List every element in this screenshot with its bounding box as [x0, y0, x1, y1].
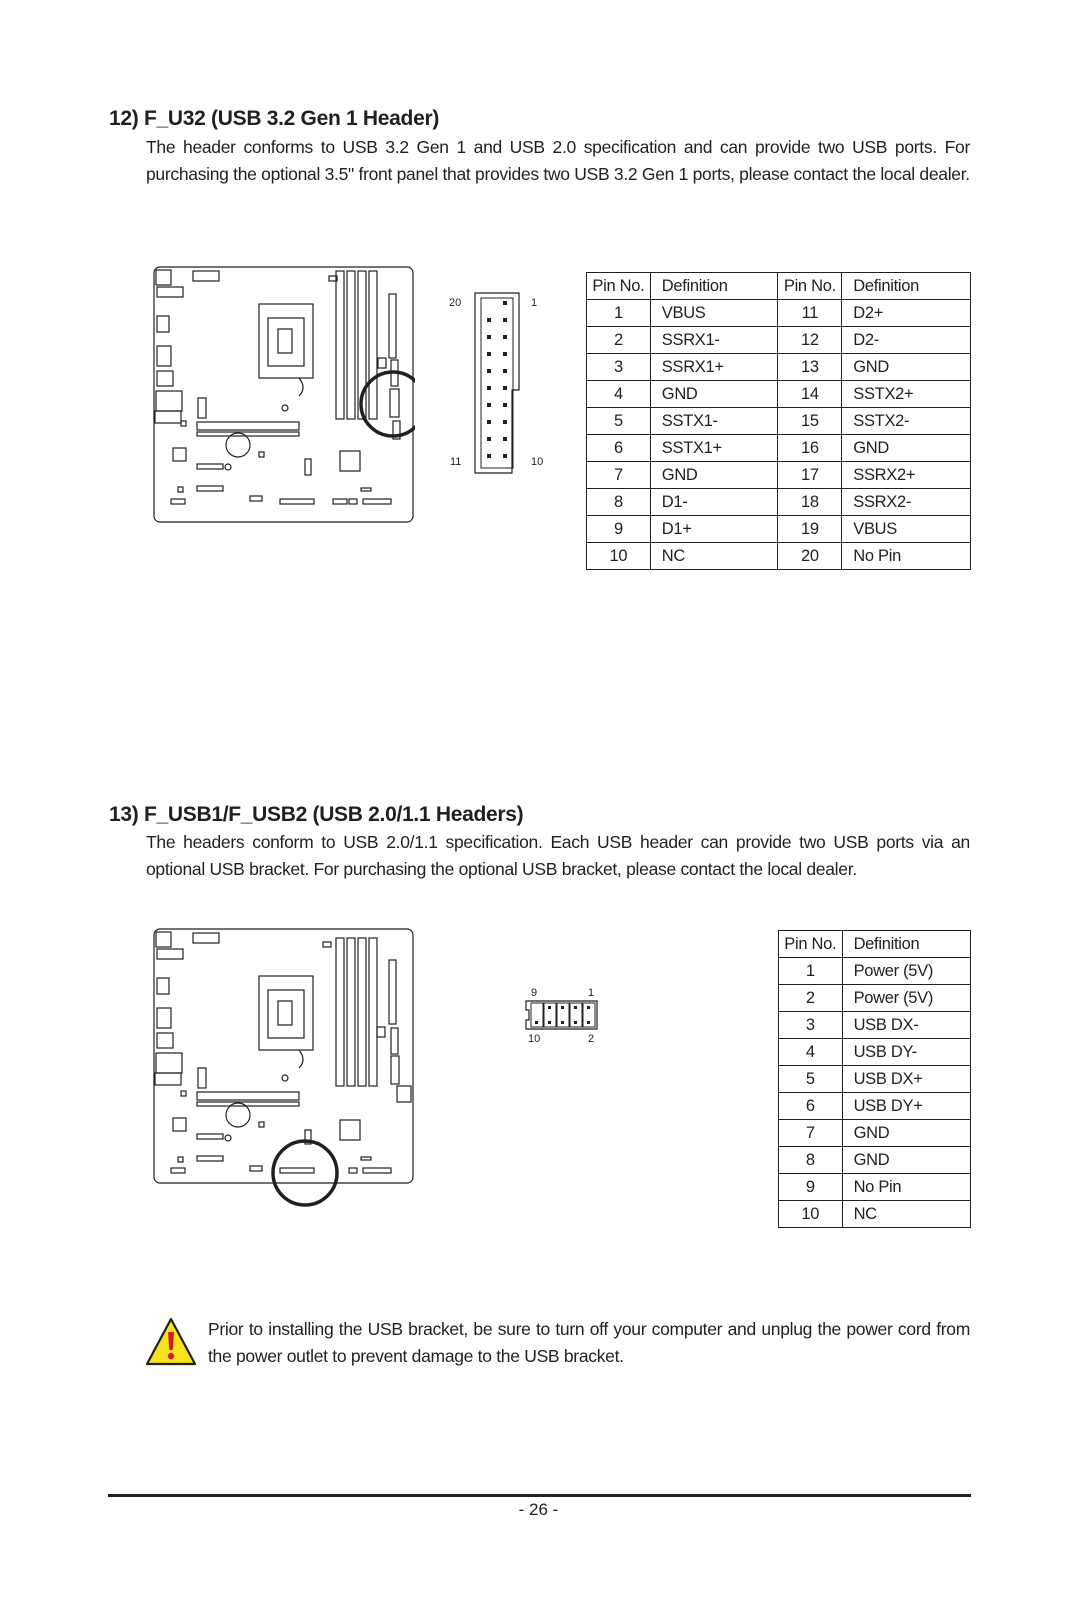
table-row — [587, 489, 971, 516]
pin-definition-cell: GND — [842, 354, 971, 381]
table-row — [587, 327, 971, 354]
table-row — [587, 462, 971, 489]
pin-number-cell: 8 — [587, 489, 651, 516]
table-row — [779, 1039, 971, 1066]
pin-definition-cell: SSRX1- — [650, 327, 778, 354]
table-row — [779, 1066, 971, 1093]
column-header: Pin No. — [587, 273, 651, 300]
pin-number-cell: 5 — [587, 408, 651, 435]
table-row — [587, 543, 971, 570]
pin-label-20: 20 — [449, 297, 462, 309]
pin-number-cell: 1 — [779, 958, 843, 985]
pin-definition-cell: Power (5V) — [842, 958, 970, 985]
table-header-row — [779, 931, 971, 958]
pin-definition-cell: SSTX2- — [842, 408, 971, 435]
usb3-header-pinout-diagram — [447, 290, 557, 480]
pin-definition-cell: USB DX- — [842, 1012, 970, 1039]
pin-definition-cell: SSTX1- — [650, 408, 778, 435]
pin-number-cell: 4 — [587, 381, 651, 408]
pin-definition-cell: GND — [650, 381, 778, 408]
page-number: - 26 - — [518, 1500, 559, 1519]
table-row — [587, 408, 971, 435]
pin-number-cell: 7 — [587, 462, 651, 489]
pin-definition-cell: D1- — [650, 489, 778, 516]
f-u32-pin-definition-table — [586, 272, 971, 570]
section-13-heading: 13) F_USB1/F_USB2 (USB 2.0/1.1 Headers) — [109, 803, 524, 826]
pin-number-cell: 19 — [778, 516, 842, 543]
pin-number-cell: 7 — [779, 1120, 843, 1147]
table-row — [779, 1012, 971, 1039]
pin-number-cell: 16 — [778, 435, 842, 462]
pin-definition-cell: SSTX2+ — [842, 381, 971, 408]
pin-number-cell: 9 — [587, 516, 651, 543]
table-row — [779, 1201, 971, 1228]
section-12-heading: 12) F_U32 (USB 3.2 Gen 1 Header) — [109, 107, 440, 130]
pin-definition-cell: Power (5V) — [842, 985, 970, 1012]
pin-definition-cell: GND — [650, 462, 778, 489]
table-row — [779, 1093, 971, 1120]
table-header-row — [587, 273, 971, 300]
pin-definition-cell: No Pin — [842, 1174, 970, 1201]
pin-number-cell: 3 — [587, 354, 651, 381]
pin-label-1: 1 — [588, 987, 595, 999]
pin-number-cell: 5 — [779, 1066, 843, 1093]
motherboard-diagram-f-u32 — [153, 266, 415, 524]
pin-number-cell: 12 — [778, 327, 842, 354]
pin-definition-cell: GND — [842, 1120, 970, 1147]
pin-definition-cell: SSRX2- — [842, 489, 971, 516]
pin-label-1: 1 — [531, 297, 538, 309]
pin-definition-cell: SSRX2+ — [842, 462, 971, 489]
column-header: Pin No. — [778, 273, 842, 300]
pin-definition-cell: D2- — [842, 327, 971, 354]
table-row — [587, 381, 971, 408]
table-row — [779, 1174, 971, 1201]
pin-label-2: 2 — [588, 1033, 595, 1045]
table-row — [587, 300, 971, 327]
pin-number-cell: 20 — [778, 543, 842, 570]
pin-definition-cell: GND — [842, 435, 971, 462]
pin-definition-cell: No Pin — [842, 543, 971, 570]
pin-number-cell: 2 — [587, 327, 651, 354]
column-header: Definition — [842, 931, 970, 958]
pin-definition-cell: USB DY- — [842, 1039, 970, 1066]
pin-label-10: 10 — [528, 1033, 541, 1045]
pin-definition-cell: VBUS — [842, 516, 971, 543]
table-row — [587, 354, 971, 381]
pin-number-cell: 8 — [779, 1147, 843, 1174]
pin-number-cell: 10 — [587, 543, 651, 570]
pin-definition-cell: GND — [842, 1147, 970, 1174]
pin-number-cell: 14 — [778, 381, 842, 408]
pin-definition-cell: USB DX+ — [842, 1066, 970, 1093]
pin-number-cell: 10 — [779, 1201, 843, 1228]
table-row — [779, 1120, 971, 1147]
pin-definition-cell: NC — [650, 543, 778, 570]
column-header: Definition — [650, 273, 778, 300]
pin-definition-cell: D1+ — [650, 516, 778, 543]
pin-number-cell: 3 — [779, 1012, 843, 1039]
pin-number-cell: 1 — [587, 300, 651, 327]
pin-number-cell: 6 — [779, 1093, 843, 1120]
pin-number-cell: 11 — [778, 300, 842, 327]
table-row — [587, 516, 971, 543]
table-row — [779, 958, 971, 985]
pin-definition-cell: D2+ — [842, 300, 971, 327]
footer-divider — [108, 1494, 971, 1497]
pin-definition-cell: SSTX1+ — [650, 435, 778, 462]
pin-number-cell: 2 — [779, 985, 843, 1012]
pin-definition-cell: SSRX1+ — [650, 354, 778, 381]
pin-number-cell: 17 — [778, 462, 842, 489]
pin-label-10: 10 — [531, 456, 544, 468]
pin-label-11: 11 — [450, 456, 462, 468]
pin-number-cell: 4 — [779, 1039, 843, 1066]
table-row — [779, 985, 971, 1012]
section-12-description: The header conforms to USB 3.2 Gen 1 and USB 2.0 specification and can provide two USB ports. For purchasing the optional 3.5" front panel that provides two USB 3.2 Gen 1 ports, please contact the local dealer. — [146, 137, 970, 184]
motherboard-diagram-f-usb — [153, 928, 415, 1214]
f-usb-pin-definition-table — [778, 930, 971, 1228]
section-13-description: The headers conform to USB 2.0/1.1 specification. Each USB header can provide two USB ports via an optional USB bracket. For purchasing the optional USB bracket, please contact the local dealer. — [146, 832, 970, 879]
pin-number-cell: 15 — [778, 408, 842, 435]
table-row — [587, 435, 971, 462]
pin-label-9: 9 — [531, 987, 538, 999]
table-row — [779, 1147, 971, 1174]
warning-text: Prior to installing the USB bracket, be sure to turn off your computer and unplug the power cord from the power outlet to prevent damage to the USB bracket. — [208, 1319, 970, 1366]
pin-number-cell: 18 — [778, 489, 842, 516]
pin-definition-cell: USB DY+ — [842, 1093, 970, 1120]
column-header: Definition — [842, 273, 971, 300]
warning-triangle-icon — [144, 1316, 198, 1368]
pin-number-cell: 6 — [587, 435, 651, 462]
pin-number-cell: 9 — [779, 1174, 843, 1201]
pin-definition-cell: NC — [842, 1201, 970, 1228]
column-header: Pin No. — [779, 931, 843, 958]
pin-number-cell: 13 — [778, 354, 842, 381]
usb2-header-pinout-diagram — [515, 980, 615, 1050]
pin-definition-cell: VBUS — [650, 300, 778, 327]
